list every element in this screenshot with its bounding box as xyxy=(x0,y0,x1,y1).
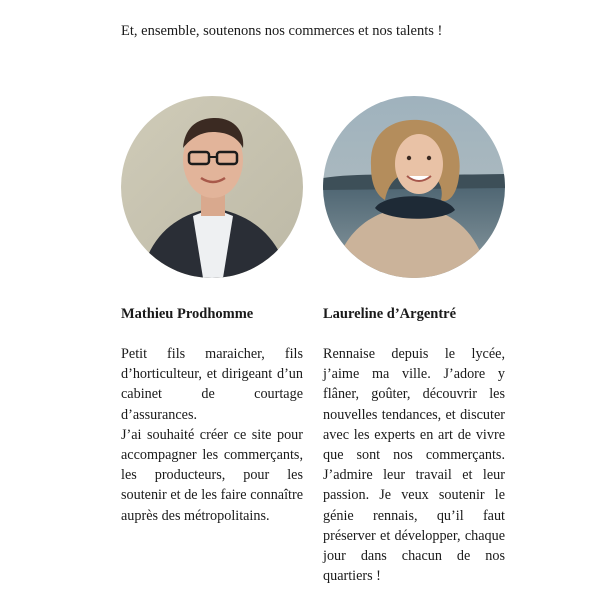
portrait-photo-mathieu xyxy=(121,96,303,278)
bio-paragraph: J’ai souhaité créer ce site pour accompagner les commerçants, les producteurs, pour les soutenir et de les faire connaître auprès des métropolitains. xyxy=(121,426,303,524)
person-bio xyxy=(121,344,303,526)
person-card-mathieu xyxy=(121,96,303,526)
person-card-laureline xyxy=(323,96,505,586)
bio-paragraph: Petit fils maraicher, fils d’horticulteur, et dirigeant d’un cabinet de courtage d’assurances. xyxy=(121,346,303,423)
portrait-photo-laureline xyxy=(323,96,505,278)
person-bio xyxy=(323,344,505,586)
person-name: Laureline d’Argentré xyxy=(323,306,457,322)
bio-paragraph: Rennaise depuis le lycée, j’aime ma ville. J’adore y flâner, goûter, découvrir les nouvelles tendances, et discuter avec les experts en art de vivre que sont nos commerçants. J’admire leur travail et leur passion. Je veux soutenir le génie rennais, qu’il faut préserver et développer, chaque jour dans chacun de nos quartiers ! xyxy=(323,346,505,585)
intro-text: Et, ensemble, soutenons nos commerces et nos talents ! xyxy=(121,23,443,39)
person-name: Mathieu Prodhomme xyxy=(121,306,254,322)
